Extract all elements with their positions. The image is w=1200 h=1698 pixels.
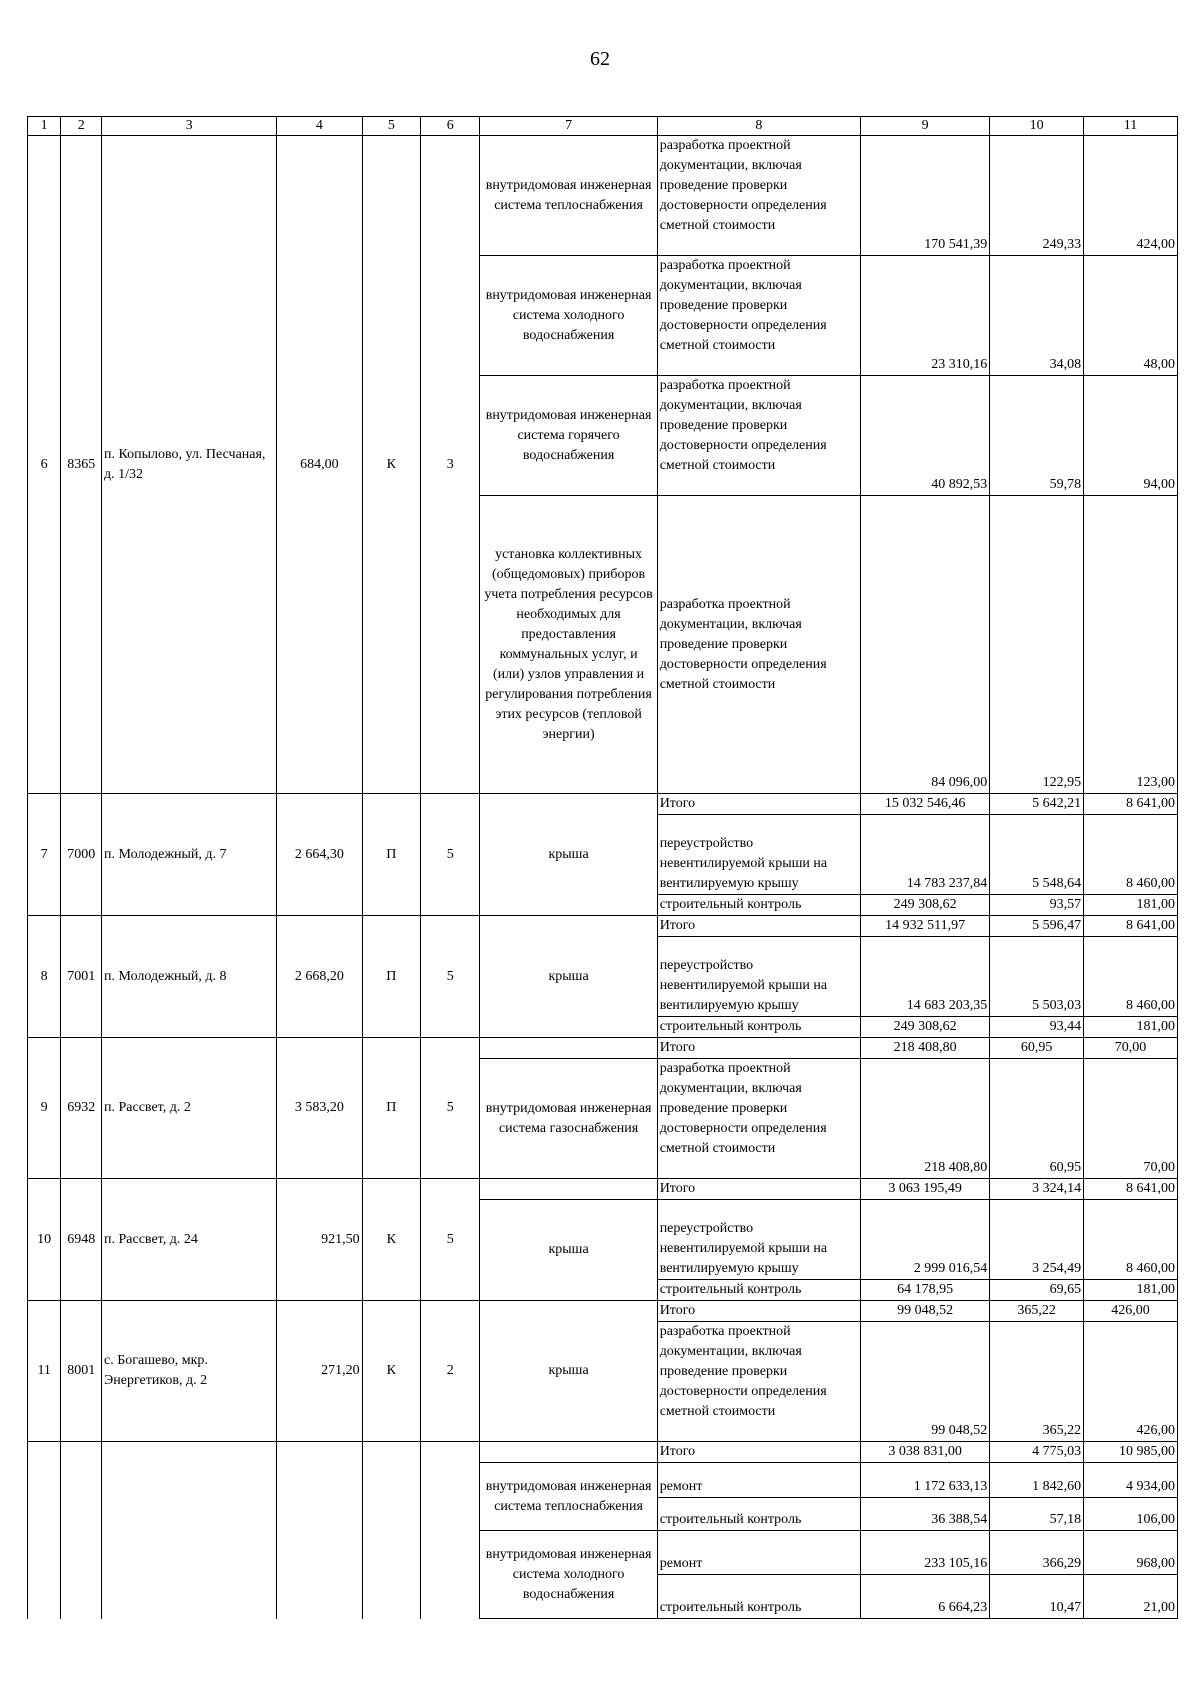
empty-cell	[362, 1442, 420, 1619]
table-row	[28, 136, 1178, 256]
table-row	[28, 1442, 1178, 1463]
system-name: крыша	[480, 794, 657, 916]
system-name: внутридомовая инженерная система горячего водоснабжения	[480, 376, 657, 496]
system-name: крыша	[480, 1200, 657, 1301]
cost: 233 105,16	[860, 1531, 989, 1575]
cost: 99 048,52	[860, 1322, 989, 1442]
total-cost: 14 932 511,97	[860, 916, 989, 937]
building-code: 8365	[61, 136, 102, 794]
cost-per-sqm: 59,78	[990, 376, 1084, 496]
system-name: внутридомовая инженерная система теплоснабжения	[480, 136, 657, 256]
work-type: переустройство невентилируемой крыши на вентилируемую крышу	[657, 1200, 860, 1280]
limit-cost: 106,00	[1084, 1498, 1178, 1531]
empty-cell	[480, 1179, 657, 1200]
total-cost: 218 408,80	[860, 1038, 989, 1059]
limit-cost: 8 460,00	[1084, 815, 1178, 895]
row-number: 6	[28, 136, 61, 794]
total-cost: 99 048,52	[860, 1301, 989, 1322]
address: п. Копылово, ул. Песчаная, д. 1/32	[102, 136, 277, 794]
table-row	[28, 1038, 1178, 1059]
cost-per-sqm: 5 548,64	[990, 815, 1084, 895]
work-type: разработка проектной документации, включая проведение проверки достоверности определения сметной стоимости	[657, 376, 860, 496]
total-limit-cost: 8 641,00	[1084, 794, 1178, 815]
header-col-2: 2	[61, 117, 102, 136]
system-name: крыша	[480, 916, 657, 1038]
system-name: внутридомовая инженерная система теплоснабжения	[480, 1463, 657, 1531]
cost-per-sqm: 249,33	[990, 136, 1084, 256]
table-row	[28, 916, 1178, 937]
header-col-10: 10	[990, 117, 1084, 136]
cost-per-sqm: 69,65	[990, 1280, 1084, 1301]
empty-cell	[28, 1442, 61, 1619]
limit-cost: 181,00	[1084, 1280, 1178, 1301]
cost-per-sqm: 5 503,03	[990, 937, 1084, 1017]
area: 3 583,20	[277, 1038, 362, 1179]
cost-per-sqm: 93,44	[990, 1017, 1084, 1038]
wall-class: П	[362, 794, 420, 916]
limit-cost: 21,00	[1084, 1575, 1178, 1619]
area: 271,20	[277, 1301, 362, 1442]
work-type: разработка проектной документации, включая проведение проверки достоверности определения сметной стоимости	[657, 496, 860, 794]
address: п. Рассвет, д. 2	[102, 1038, 277, 1179]
floors: 3	[421, 136, 480, 794]
total-label: Итого	[657, 1442, 860, 1463]
empty-cell	[102, 1442, 277, 1619]
work-type: разработка проектной документации, включая проведение проверки достоверности определения сметной стоимости	[657, 1322, 860, 1442]
cost-per-sqm: 3 254,49	[990, 1200, 1084, 1280]
cost-per-sqm: 1 842,60	[990, 1463, 1084, 1498]
work-type: строительный контроль	[657, 1280, 860, 1301]
limit-cost: 123,00	[1084, 496, 1178, 794]
limit-cost: 70,00	[1084, 1059, 1178, 1179]
total-limit-cost: 70,00	[1084, 1038, 1178, 1059]
cost-per-sqm: 34,08	[990, 256, 1084, 376]
total-cost: 3 063 195,49	[860, 1179, 989, 1200]
work-type: переустройство невентилируемой крыши на вентилируемую крышу	[657, 815, 860, 895]
work-type: строительный контроль	[657, 1575, 860, 1619]
work-type: переустройство невентилируемой крыши на вентилируемую крышу	[657, 937, 860, 1017]
cost-per-sqm: 10,47	[990, 1575, 1084, 1619]
wall-class: К	[362, 1301, 420, 1442]
wall-class: К	[362, 1179, 420, 1301]
address: с. Богашево, мкр. Энергетиков, д. 2	[102, 1301, 277, 1442]
total-limit-cost: 8 641,00	[1084, 1179, 1178, 1200]
work-type: разработка проектной документации, включая проведение проверки достоверности определения сметной стоимости	[657, 136, 860, 256]
limit-cost: 8 460,00	[1084, 1200, 1178, 1280]
limit-cost: 424,00	[1084, 136, 1178, 256]
total-label: Итого	[657, 916, 860, 937]
address: п. Молодежный, д. 7	[102, 794, 277, 916]
empty-cell	[61, 1442, 102, 1619]
floors: 5	[421, 916, 480, 1038]
table-row	[28, 794, 1178, 815]
work-type: ремонт	[657, 1463, 860, 1498]
row-number: 8	[28, 916, 61, 1038]
cost: 2 999 016,54	[860, 1200, 989, 1280]
header-col-3: 3	[102, 117, 277, 136]
system-name: внутридомовая инженерная система газоснабжения	[480, 1059, 657, 1179]
cost: 23 310,16	[860, 256, 989, 376]
limit-cost: 4 934,00	[1084, 1463, 1178, 1498]
total-label: Итого	[657, 1179, 860, 1200]
cost: 249 308,62	[860, 895, 989, 916]
header-col-8: 8	[657, 117, 860, 136]
cost: 218 408,80	[860, 1059, 989, 1179]
building-code: 7001	[61, 916, 102, 1038]
header-col-4: 4	[277, 117, 362, 136]
table-row	[28, 1179, 1178, 1200]
system-name: установка коллективных (общедомовых) приборов учета потребления ресурсов необходимых для предоставления коммунальных услуг, и (или) узлов управления и регулирования потребления этих ресурсов (тепловой энергии)	[480, 496, 657, 794]
total-cost: 3 038 831,00	[860, 1442, 989, 1463]
empty-cell	[480, 1442, 657, 1463]
total-label: Итого	[657, 1301, 860, 1322]
cost-per-sqm: 366,29	[990, 1531, 1084, 1575]
cost: 14 783 237,84	[860, 815, 989, 895]
row-number: 10	[28, 1179, 61, 1301]
cost: 14 683 203,35	[860, 937, 989, 1017]
cost: 170 541,39	[860, 136, 989, 256]
header-col-5: 5	[362, 117, 420, 136]
limit-cost: 968,00	[1084, 1531, 1178, 1575]
empty-cell	[421, 1442, 480, 1619]
area: 2 668,20	[277, 916, 362, 1038]
building-code: 6932	[61, 1038, 102, 1179]
limit-cost: 48,00	[1084, 256, 1178, 376]
cost: 249 308,62	[860, 1017, 989, 1038]
limit-cost: 8 460,00	[1084, 937, 1178, 1017]
cost: 6 664,23	[860, 1575, 989, 1619]
cost: 40 892,53	[860, 376, 989, 496]
total-cost: 15 032 546,46	[860, 794, 989, 815]
header-col-7: 7	[480, 117, 657, 136]
empty-cell	[277, 1442, 362, 1619]
cost-per-sqm: 93,57	[990, 895, 1084, 916]
wall-class: П	[362, 916, 420, 1038]
total-cost-per-sqm: 3 324,14	[990, 1179, 1084, 1200]
area: 684,00	[277, 136, 362, 794]
header-col-11: 11	[1084, 117, 1178, 136]
work-type: строительный контроль	[657, 1498, 860, 1531]
work-type: ремонт	[657, 1531, 860, 1575]
total-limit-cost: 10 985,00	[1084, 1442, 1178, 1463]
building-code: 8001	[61, 1301, 102, 1442]
limit-cost: 181,00	[1084, 1017, 1178, 1038]
total-label: Итого	[657, 1038, 860, 1059]
total-cost-per-sqm: 60,95	[990, 1038, 1084, 1059]
page-number: 62	[590, 48, 610, 70]
building-code: 7000	[61, 794, 102, 916]
limit-cost: 426,00	[1084, 1322, 1178, 1442]
address: п. Молодежный, д. 8	[102, 916, 277, 1038]
header-row	[28, 117, 1178, 136]
cost: 1 172 633,13	[860, 1463, 989, 1498]
work-type: строительный контроль	[657, 895, 860, 916]
total-limit-cost: 426,00	[1084, 1301, 1178, 1322]
wall-class: К	[362, 136, 420, 794]
row-number: 11	[28, 1301, 61, 1442]
header-col-1: 1	[28, 117, 61, 136]
wall-class: П	[362, 1038, 420, 1179]
empty-cell	[480, 1038, 657, 1059]
floors: 5	[421, 794, 480, 916]
floors: 2	[421, 1301, 480, 1442]
cost-per-sqm: 122,95	[990, 496, 1084, 794]
area: 921,50	[277, 1179, 362, 1301]
area: 2 664,30	[277, 794, 362, 916]
cost: 84 096,00	[860, 496, 989, 794]
floors: 5	[421, 1038, 480, 1179]
works-table	[27, 116, 1178, 1619]
cost-per-sqm: 57,18	[990, 1498, 1084, 1531]
building-code: 6948	[61, 1179, 102, 1301]
total-cost-per-sqm: 5 642,21	[990, 794, 1084, 815]
work-type: разработка проектной документации, включая проведение проверки достоверности определения сметной стоимости	[657, 1059, 860, 1179]
cost: 64 178,95	[860, 1280, 989, 1301]
address: п. Рассвет, д. 24	[102, 1179, 277, 1301]
total-cost-per-sqm: 4 775,03	[990, 1442, 1084, 1463]
system-name: внутридомовая инженерная система холодного водоснабжения	[480, 1531, 657, 1619]
limit-cost: 94,00	[1084, 376, 1178, 496]
system-name: крыша	[480, 1301, 657, 1442]
cost: 36 388,54	[860, 1498, 989, 1531]
total-label: Итого	[657, 794, 860, 815]
cost-per-sqm: 60,95	[990, 1059, 1084, 1179]
row-number: 9	[28, 1038, 61, 1179]
work-type: разработка проектной документации, включая проведение проверки достоверности определения сметной стоимости	[657, 256, 860, 376]
total-limit-cost: 8 641,00	[1084, 916, 1178, 937]
total-cost-per-sqm: 365,22	[990, 1301, 1084, 1322]
row-number: 7	[28, 794, 61, 916]
floors: 5	[421, 1179, 480, 1301]
table-row	[28, 1301, 1178, 1322]
work-type: строительный контроль	[657, 1017, 860, 1038]
header-col-9: 9	[860, 117, 989, 136]
header-col-6: 6	[421, 117, 480, 136]
total-cost-per-sqm: 5 596,47	[990, 916, 1084, 937]
limit-cost: 181,00	[1084, 895, 1178, 916]
cost-per-sqm: 365,22	[990, 1322, 1084, 1442]
system-name: внутридомовая инженерная система холодного водоснабжения	[480, 256, 657, 376]
